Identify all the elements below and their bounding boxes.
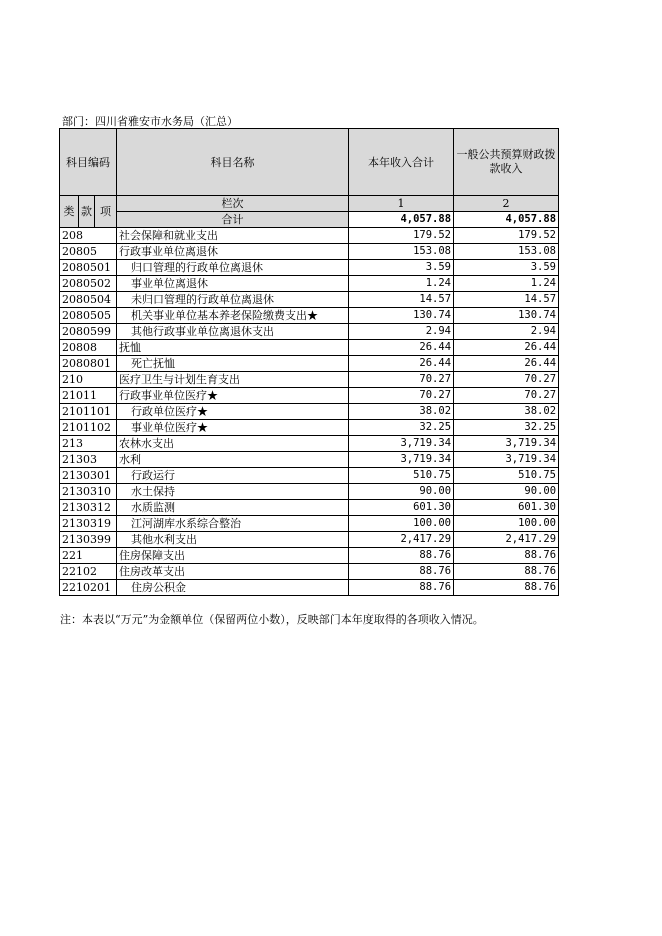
row-name: 行政运行 bbox=[117, 468, 349, 484]
row-name: 住房公积金 bbox=[117, 580, 349, 596]
row-name: 住房保障支出 bbox=[117, 548, 349, 564]
header-row bbox=[60, 129, 559, 196]
row-col1-value: 70.27 bbox=[349, 388, 454, 404]
table-row bbox=[60, 372, 559, 388]
table-row bbox=[60, 244, 559, 260]
row-col1-value: 90.00 bbox=[349, 484, 454, 500]
row-code: 2080504 bbox=[60, 292, 117, 308]
row-name: 水土保持 bbox=[117, 484, 349, 500]
footnote: 注：本表以“万元”为金额单位（保留两位小数），反映部门本年度取得的各项收入情况。 bbox=[60, 613, 484, 626]
row-col2-value: 1.24 bbox=[454, 276, 559, 292]
row-name: 江河湖库水系综合整治 bbox=[117, 516, 349, 532]
row-col1-value: 100.00 bbox=[349, 516, 454, 532]
row-col1-value: 3.59 bbox=[349, 260, 454, 276]
row-col1-value: 1.24 bbox=[349, 276, 454, 292]
department-label: 部门：四川省雅安市水务局（汇总） bbox=[62, 115, 238, 128]
row-name: 农林水支出 bbox=[117, 436, 349, 452]
table-row bbox=[60, 404, 559, 420]
col1-number: 1 bbox=[349, 196, 454, 212]
row-col1-value: 38.02 bbox=[349, 404, 454, 420]
table-row bbox=[60, 580, 559, 596]
row-code: 21011 bbox=[60, 388, 117, 404]
row-col1-value: 70.27 bbox=[349, 372, 454, 388]
row-code: 2130310 bbox=[60, 484, 117, 500]
row-name: 事业单位医疗★ bbox=[117, 420, 349, 436]
table-row bbox=[60, 500, 559, 516]
row-col2-value: 70.27 bbox=[454, 372, 559, 388]
table-row bbox=[60, 260, 559, 276]
row-code: 221 bbox=[60, 548, 117, 564]
row-code: 2101101 bbox=[60, 404, 117, 420]
col1-header: 本年收入合计 bbox=[349, 129, 454, 196]
row-code: 2080505 bbox=[60, 308, 117, 324]
table-row bbox=[60, 276, 559, 292]
row-col1-value: 2.94 bbox=[349, 324, 454, 340]
row-col1-value: 14.57 bbox=[349, 292, 454, 308]
total-col2: 4,057.88 bbox=[454, 212, 559, 228]
table-row bbox=[60, 436, 559, 452]
row-name: 其他水利支出 bbox=[117, 532, 349, 548]
row-code: 210 bbox=[60, 372, 117, 388]
row-name: 未归口管理的行政单位离退休 bbox=[117, 292, 349, 308]
row-col1-value: 601.30 bbox=[349, 500, 454, 516]
row-col1-value: 179.52 bbox=[349, 228, 454, 244]
row-code: 2101102 bbox=[60, 420, 117, 436]
row-col2-value: 153.08 bbox=[454, 244, 559, 260]
row-col2-value: 2,417.29 bbox=[454, 532, 559, 548]
lanci-label: 栏次 bbox=[117, 196, 349, 212]
table-row bbox=[60, 564, 559, 580]
row-col2-value: 3,719.34 bbox=[454, 436, 559, 452]
row-code: 213 bbox=[60, 436, 117, 452]
table-row bbox=[60, 388, 559, 404]
row-name: 住房改革支出 bbox=[117, 564, 349, 580]
row-code: 2130301 bbox=[60, 468, 117, 484]
row-name: 医疗卫生与计划生育支出 bbox=[117, 372, 349, 388]
row-name: 行政单位医疗★ bbox=[117, 404, 349, 420]
row-name: 抚恤 bbox=[117, 340, 349, 356]
table-row bbox=[60, 292, 559, 308]
row-code: 21303 bbox=[60, 452, 117, 468]
row-col1-value: 26.44 bbox=[349, 356, 454, 372]
row-name: 事业单位离退休 bbox=[117, 276, 349, 292]
table-row bbox=[60, 516, 559, 532]
row-name: 水利 bbox=[117, 452, 349, 468]
table-row bbox=[60, 484, 559, 500]
lei-header: 类 bbox=[60, 196, 79, 228]
row-code: 2080501 bbox=[60, 260, 117, 276]
row-code: 2080599 bbox=[60, 324, 117, 340]
row-col1-value: 3,719.34 bbox=[349, 452, 454, 468]
row-name: 死亡抚恤 bbox=[117, 356, 349, 372]
row-code: 2130399 bbox=[60, 532, 117, 548]
row-code: 20808 bbox=[60, 340, 117, 356]
row-name: 其他行政事业单位离退休支出 bbox=[117, 324, 349, 340]
row-col2-value: 510.75 bbox=[454, 468, 559, 484]
table-row bbox=[60, 532, 559, 548]
row-col2-value: 179.52 bbox=[454, 228, 559, 244]
lanci-row bbox=[60, 196, 559, 212]
income-table bbox=[59, 128, 559, 596]
row-code: 22102 bbox=[60, 564, 117, 580]
row-code: 2130312 bbox=[60, 500, 117, 516]
table-row bbox=[60, 452, 559, 468]
table-row bbox=[60, 548, 559, 564]
row-col2-value: 14.57 bbox=[454, 292, 559, 308]
total-row bbox=[60, 212, 559, 228]
row-col1-value: 510.75 bbox=[349, 468, 454, 484]
row-col2-value: 26.44 bbox=[454, 356, 559, 372]
table-row bbox=[60, 340, 559, 356]
row-name: 行政事业单位医疗★ bbox=[117, 388, 349, 404]
row-col2-value: 90.00 bbox=[454, 484, 559, 500]
table-row bbox=[60, 420, 559, 436]
row-col2-value: 3,719.34 bbox=[454, 452, 559, 468]
row-col2-value: 3.59 bbox=[454, 260, 559, 276]
row-name: 社会保障和就业支出 bbox=[117, 228, 349, 244]
row-col2-value: 2.94 bbox=[454, 324, 559, 340]
name-header: 科目名称 bbox=[117, 129, 349, 196]
col2-header: 一般公共预算财政拨款收入 bbox=[454, 129, 559, 196]
code-header: 科目编码 bbox=[60, 129, 117, 196]
row-name: 归口管理的行政单位离退休 bbox=[117, 260, 349, 276]
row-name: 机关事业单位基本养老保险缴费支出★ bbox=[117, 308, 349, 324]
row-col2-value: 26.44 bbox=[454, 340, 559, 356]
row-col1-value: 32.25 bbox=[349, 420, 454, 436]
row-col1-value: 153.08 bbox=[349, 244, 454, 260]
row-col1-value: 130.74 bbox=[349, 308, 454, 324]
row-name: 水质监测 bbox=[117, 500, 349, 516]
row-code: 208 bbox=[60, 228, 117, 244]
table-row bbox=[60, 324, 559, 340]
row-col2-value: 38.02 bbox=[454, 404, 559, 420]
xiang-header: 项 bbox=[95, 196, 117, 228]
row-col1-value: 88.76 bbox=[349, 580, 454, 596]
row-col2-value: 88.76 bbox=[454, 580, 559, 596]
row-code: 2080801 bbox=[60, 356, 117, 372]
row-col2-value: 70.27 bbox=[454, 388, 559, 404]
row-col2-value: 130.74 bbox=[454, 308, 559, 324]
table-row bbox=[60, 356, 559, 372]
kuan-header: 款 bbox=[79, 196, 95, 228]
row-col1-value: 2,417.29 bbox=[349, 532, 454, 548]
row-col2-value: 100.00 bbox=[454, 516, 559, 532]
row-code: 2080502 bbox=[60, 276, 117, 292]
table-row bbox=[60, 308, 559, 324]
row-col1-value: 26.44 bbox=[349, 340, 454, 356]
row-code: 2130319 bbox=[60, 516, 117, 532]
row-col2-value: 601.30 bbox=[454, 500, 559, 516]
table-row bbox=[60, 228, 559, 244]
row-col2-value: 88.76 bbox=[454, 564, 559, 580]
row-code: 2210201 bbox=[60, 580, 117, 596]
row-col1-value: 88.76 bbox=[349, 564, 454, 580]
row-name: 行政事业单位离退休 bbox=[117, 244, 349, 260]
table-row bbox=[60, 468, 559, 484]
total-label: 合计 bbox=[117, 212, 349, 228]
col2-number: 2 bbox=[454, 196, 559, 212]
row-col1-value: 88.76 bbox=[349, 548, 454, 564]
row-col2-value: 88.76 bbox=[454, 548, 559, 564]
row-col1-value: 3,719.34 bbox=[349, 436, 454, 452]
row-col2-value: 32.25 bbox=[454, 420, 559, 436]
total-col1: 4,057.88 bbox=[349, 212, 454, 228]
row-code: 20805 bbox=[60, 244, 117, 260]
